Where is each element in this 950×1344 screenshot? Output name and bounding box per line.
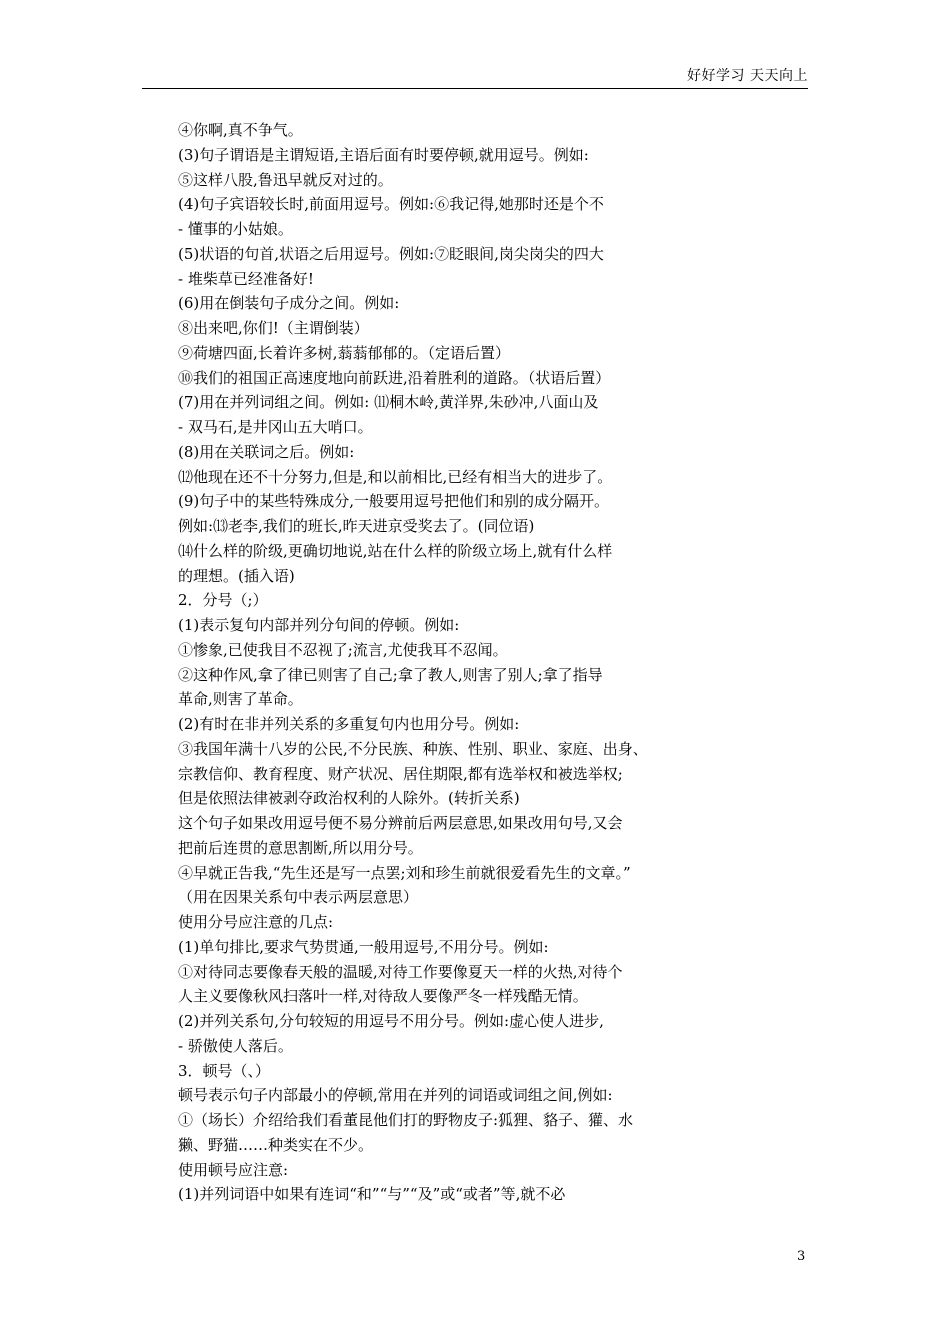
text-line: 人主义要像秋风扫落叶一样,对待敌人要像严冬一样残酷无情。 bbox=[178, 987, 588, 1006]
text-line: ①对待同志要像春天般的温暖,对待工作要像夏天一样的火热,对待个 bbox=[178, 962, 623, 981]
text-line: ①惨象,已使我目不忍视了;流言,尤使我耳不忍闻。 bbox=[178, 640, 508, 659]
text-line: ⒁什么样的阶级,更确切地说,站在什么样的阶级立场上,就有什么样 bbox=[178, 541, 613, 560]
page-header bbox=[142, 66, 808, 86]
text-line: 革命,则害了革命。 bbox=[178, 690, 303, 709]
text-line: (5)状语的句首,状语之后用逗号。例如:⑦眨眼间,岗尖岗尖的四大 bbox=[178, 244, 604, 263]
text-line: 把前后连贯的意思割断,所以用分号。 bbox=[178, 838, 423, 857]
text-line: ④早就正告我,“先生还是写一点罢;刘和珍生前就很爱看先生的文章。” bbox=[178, 863, 631, 882]
text-line: ③我国年满十八岁的公民,不分民族、种族、性别、职业、家庭、出身、 bbox=[178, 739, 648, 758]
text-line: 3．顿号（、） bbox=[178, 1061, 271, 1080]
text-line: ⑨荷塘四面,长着许多树,蓊蓊郁郁的。（定语后置） bbox=[178, 343, 511, 362]
text-line: ②这种作风,拿了律已则害了自己;拿了教人,则害了别人;拿了指导 bbox=[178, 665, 603, 684]
text-line: 宗教信仰、教育程度、财产状况、居住期限,都有选举权和被选举权; bbox=[178, 764, 623, 783]
text-line: ⑧出来吧,你们!（主谓倒装） bbox=[178, 319, 369, 337]
text-line: (1)单句排比,要求气势贯通,一般用逗号,不用分号。例如: bbox=[178, 937, 549, 956]
header-divider bbox=[142, 88, 808, 89]
text-line: 使用分号应注意的几点: bbox=[178, 913, 334, 931]
text-line: ⑿他现在还不十分努力,但是,和以前相比,已经有相当大的进步了。 bbox=[178, 467, 613, 486]
text-line: 2．分号（;） bbox=[178, 591, 268, 610]
text-line: (8)用在关联词之后。例如: bbox=[178, 442, 355, 461]
text-line: 例如:⒀老李,我们的班长,昨天进京受奖去了。(同位语) bbox=[178, 517, 535, 535]
text-line: ⑤这样八股,鲁迅早就反对过的。 bbox=[178, 170, 393, 189]
text-line: ①（场长）介绍给我们看董昆他们打的野物皮子:狐狸、貉子、獾、水 bbox=[178, 1111, 634, 1129]
text-line: 这个句子如果改用逗号便不易分辨前后两层意思,如果改用句号,又会 bbox=[178, 814, 623, 832]
text-line: (4)句子宾语较长时,前面用逗号。例如:⑥我记得,她那时还是个不 bbox=[178, 195, 604, 214]
text-line: - 堆柴草已经准备好! bbox=[178, 269, 314, 288]
text-line: 的理想。(插入语) bbox=[178, 566, 295, 585]
text-line: (7)用在并列词组之间。例如: ⑾桐木岭,黄洋界,朱砂冲,八面山及 bbox=[178, 393, 599, 412]
text-line: - 双马石,是井冈山五大哨口。 bbox=[178, 418, 373, 436]
text-line: （用在因果关系句中表示两层意思） bbox=[178, 888, 419, 907]
text-line: 使用顿号应注意: bbox=[178, 1160, 289, 1179]
text-line: (3)句子谓语是主谓短语,主语后面有时要停顿,就用逗号。例如: bbox=[178, 145, 589, 164]
page-number: 3 bbox=[797, 1249, 806, 1264]
text-line: 獭、野猫……种类实在不少。 bbox=[178, 1135, 374, 1154]
text-line: - 懂事的小姑娘。 bbox=[178, 220, 293, 238]
text-line: (9)句子中的某些特殊成分,一般要用逗号把他们和别的成分隔开。 bbox=[178, 492, 610, 511]
text-line: - 骄傲使人落后。 bbox=[178, 1036, 293, 1055]
text-line: ④你啊,真不争气。 bbox=[178, 121, 303, 139]
text-line: 但是依照法律被剥夺政治权利的人除外。(转折关系) bbox=[178, 789, 520, 808]
document-body bbox=[178, 118, 738, 1207]
header-motto: 好好学习 天天向上 bbox=[687, 68, 808, 84]
text-line: (2)并列关系句,分句较短的用逗号不用分号。例如:虚心使人进步, bbox=[178, 1012, 604, 1030]
text-line: (1)并列词语中如果有连词“和”“与”“及”或“或者”等,就不必 bbox=[178, 1185, 566, 1204]
text-line: (2)有时在非并列关系的多重复句内也用分号。例如: bbox=[178, 715, 520, 733]
text-line: ⑩我们的祖国正高速度地向前跃进,沿着胜利的道路。（状语后置） bbox=[178, 368, 611, 387]
text-line: 顿号表示句子内部最小的停顿,常用在并列的词语或词组之间,例如: bbox=[178, 1086, 613, 1105]
text-line: (1)表示复句内部并列分句间的停顿。例如: bbox=[178, 616, 460, 634]
text-line: (6)用在倒装句子成分之间。例如: bbox=[178, 294, 400, 313]
